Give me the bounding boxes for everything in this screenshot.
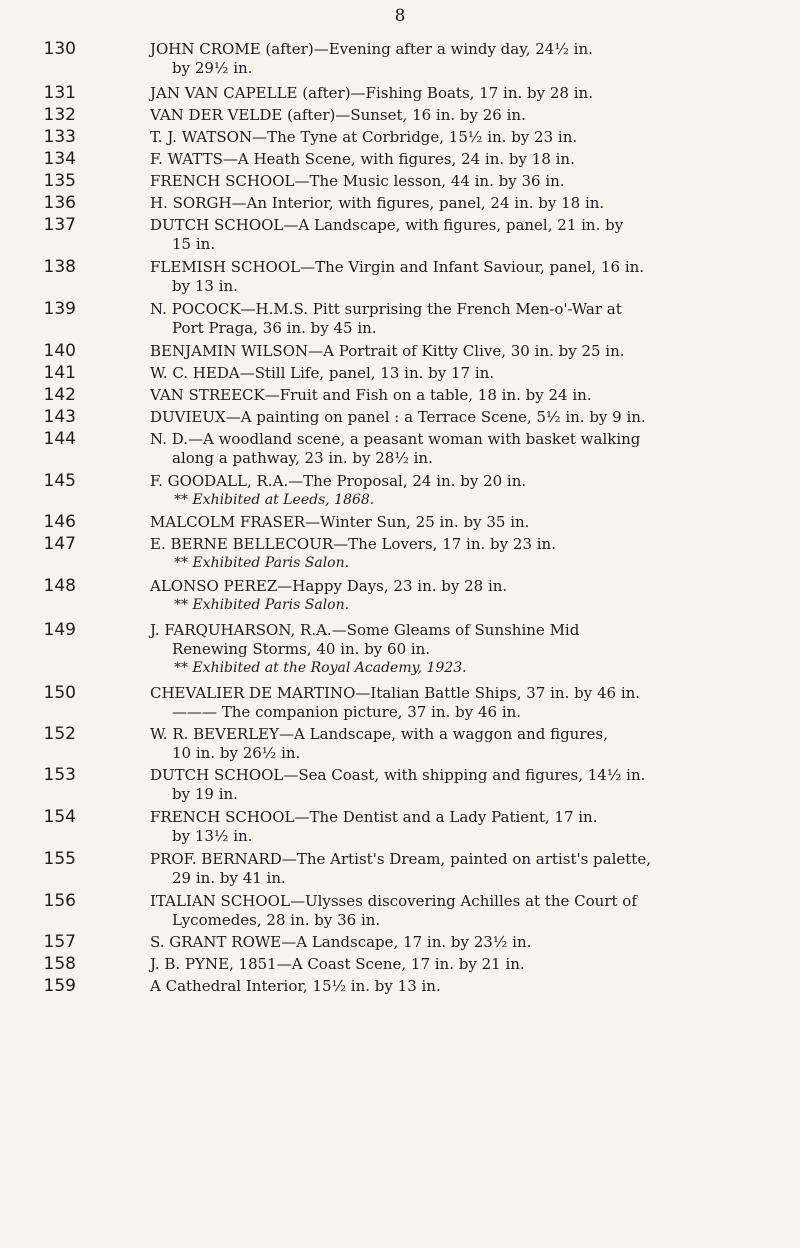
lot-description: F. WATTS—A Heath Scene, with figures, 24 in. by 18 in. xyxy=(150,150,575,168)
lot-description: W. R. BEVERLEY—A Landscape, with a waggon and figures, xyxy=(150,725,608,743)
lot-number: 140 xyxy=(43,341,76,361)
catalogue-list xyxy=(20,40,780,999)
lot-number: 136 xyxy=(43,193,76,213)
lot-number: 132 xyxy=(43,105,76,125)
lot-description: H. SORGH—An Interior, with figures, panel, 24 in. by 18 in. xyxy=(150,194,605,212)
lot-description: E. BERNE BELLECOUR—The Lovers, 17 in. by 23 in. xyxy=(150,535,556,553)
lot-description: N. POCOCK—H.M.S. Pitt surprising the French Men-o'-War at xyxy=(150,300,622,318)
lot-entry xyxy=(20,106,780,125)
lot-description: PROF. BERNARD—The Artist's Dream, painted on artist's palette, xyxy=(150,850,651,868)
lot-number: 134 xyxy=(43,149,76,169)
lot-entry xyxy=(20,430,780,468)
lot-entry xyxy=(20,933,780,952)
lot-entry xyxy=(20,684,780,722)
lot-number: 137 xyxy=(43,215,76,235)
lot-number: 147 xyxy=(43,534,76,554)
lot-number: 150 xyxy=(43,683,76,703)
lot-description: 15 in. xyxy=(172,235,216,253)
lot-description: CHEVALIER DE MARTINO—Italian Battle Ships, 37 in. by 46 in. xyxy=(150,684,641,702)
lot-description: by 13½ in. xyxy=(172,827,253,845)
lot-entry xyxy=(20,150,780,169)
lot-entry xyxy=(20,172,780,191)
lot-entry xyxy=(20,128,780,147)
lot-entry xyxy=(20,535,780,573)
lot-description: W. C. HEDA—Still Life, panel, 13 in. by 17 in. xyxy=(150,364,495,382)
lot-description: by 19 in. xyxy=(172,785,238,803)
lot-description: BENJAMIN WILSON—A Portrait of Kitty Clive, 30 in. by 25 in. xyxy=(150,342,625,360)
lot-number: 141 xyxy=(43,363,76,383)
lot-entry xyxy=(20,386,780,405)
lot-description: J. FARQUHARSON, R.A.—Some Gleams of Sunshine Mid xyxy=(150,621,580,639)
lot-number: 142 xyxy=(43,385,76,405)
lot-exhibited-note: ** Exhibited at Leeds, 1868. xyxy=(174,492,375,508)
lot-entry xyxy=(20,194,780,213)
lot-description: FLEMISH SCHOOL—The Virgin and Infant Saviour, panel, 16 in. xyxy=(150,258,645,276)
lot-description: DUTCH SCHOOL—Sea Coast, with shipping and figures, 14½ in. xyxy=(150,766,646,784)
lot-entry xyxy=(20,850,780,888)
lot-description: 29 in. by 41 in. xyxy=(172,869,286,887)
lot-entry xyxy=(20,216,780,254)
lot-entry xyxy=(20,766,780,804)
lot-description: 10 in. by 26½ in. xyxy=(172,744,301,762)
lot-number: 159 xyxy=(43,976,76,996)
lot-entry xyxy=(20,725,780,763)
lot-description: JOHN CROME (after)—Evening after a windy day, 24½ in. xyxy=(150,40,593,58)
lot-number: 155 xyxy=(43,849,76,869)
lot-entry xyxy=(20,955,780,974)
lot-number: 156 xyxy=(43,891,76,911)
lot-description: FRENCH SCHOOL—The Dentist and a Lady Patient, 17 in. xyxy=(150,808,598,826)
lot-number: 153 xyxy=(43,765,76,785)
lot-entry xyxy=(20,513,780,532)
lot-entry xyxy=(20,258,780,296)
lot-entry xyxy=(20,977,780,996)
lot-description: ——— The companion picture, 37 in. by 46 in. xyxy=(172,703,522,721)
lot-description: MALCOLM FRASER—Winter Sun, 25 in. by 35 in. xyxy=(150,513,530,531)
lot-description: S. GRANT ROWE—A Landscape, 17 in. by 23½ in. xyxy=(150,933,532,951)
lot-entry xyxy=(20,300,780,338)
lot-entry xyxy=(20,342,780,361)
lot-entry xyxy=(20,84,780,103)
lot-description: VAN STREECK—Fruit and Fish on a table, 18 in. by 24 in. xyxy=(150,386,592,404)
lot-description: by 29½ in. xyxy=(172,59,253,77)
lot-description: VAN DER VELDE (after)—Sunset, 16 in. by 26 in. xyxy=(150,106,526,124)
lot-description: ALONSO PEREZ—Happy Days, 23 in. by 28 in. xyxy=(150,577,508,595)
lot-number: 148 xyxy=(43,576,76,596)
lot-description: Port Praga, 36 in. by 45 in. xyxy=(172,319,377,337)
lot-number: 143 xyxy=(43,407,76,427)
lot-number: 138 xyxy=(43,257,76,277)
lot-number: 135 xyxy=(43,171,76,191)
lot-number: 157 xyxy=(43,932,76,952)
lot-exhibited-note: ** Exhibited Paris Salon. xyxy=(174,597,350,613)
lot-description: by 13 in. xyxy=(172,277,238,295)
lot-number: 131 xyxy=(43,83,76,103)
lot-number: 133 xyxy=(43,127,76,147)
lot-number: 146 xyxy=(43,512,76,532)
lot-number: 144 xyxy=(43,429,76,449)
lot-exhibited-note: ** Exhibited at the Royal Academy, 1923. xyxy=(174,660,467,676)
lot-entry xyxy=(20,577,780,615)
lot-entry xyxy=(20,472,780,510)
lot-description: ITALIAN SCHOOL—Ulysses discovering Achilles at the Court of xyxy=(150,892,637,910)
lot-description: along a pathway, 23 in. by 28½ in. xyxy=(172,449,433,467)
lot-description: FRENCH SCHOOL—The Music lesson, 44 in. by 36 in. xyxy=(150,172,565,190)
lot-number: 149 xyxy=(43,620,76,640)
lot-entry xyxy=(20,40,780,78)
lot-description: A Cathedral Interior, 15½ in. by 13 in. xyxy=(150,977,441,995)
lot-description: DUTCH SCHOOL—A Landscape, with figures, panel, 21 in. by xyxy=(150,216,624,234)
lot-entry xyxy=(20,892,780,930)
lot-description: Renewing Storms, 40 in. by 60 in. xyxy=(172,640,431,658)
lot-entry xyxy=(20,808,780,846)
lot-number: 145 xyxy=(43,471,76,491)
lot-number: 130 xyxy=(43,39,76,59)
lot-number: 152 xyxy=(43,724,76,744)
lot-number: 154 xyxy=(43,807,76,827)
lot-description: JAN VAN CAPELLE (after)—Fishing Boats, 17 in. by 28 in. xyxy=(150,84,593,102)
lot-entry xyxy=(20,408,780,427)
lot-exhibited-note: ** Exhibited Paris Salon. xyxy=(174,555,350,571)
lot-description: Lycomedes, 28 in. by 36 in. xyxy=(172,911,381,929)
lot-number: 139 xyxy=(43,299,76,319)
page-number: 8 xyxy=(394,6,406,26)
lot-number: 158 xyxy=(43,954,76,974)
lot-description: T. J. WATSON—The Tyne at Corbridge, 15½ in. by 23 in. xyxy=(150,128,578,146)
lot-description: DUVIEUX—A painting on panel : a Terrace Scene, 5½ in. by 9 in. xyxy=(150,408,646,426)
lot-description: J. B. PYNE, 1851—A Coast Scene, 17 in. by 21 in. xyxy=(150,955,525,973)
lot-description: N. D.—A woodland scene, a peasant woman with basket walking xyxy=(150,430,641,448)
lot-entry xyxy=(20,621,780,678)
lot-entry xyxy=(20,364,780,383)
lot-description: F. GOODALL, R.A.—The Proposal, 24 in. by 20 in. xyxy=(150,472,527,490)
